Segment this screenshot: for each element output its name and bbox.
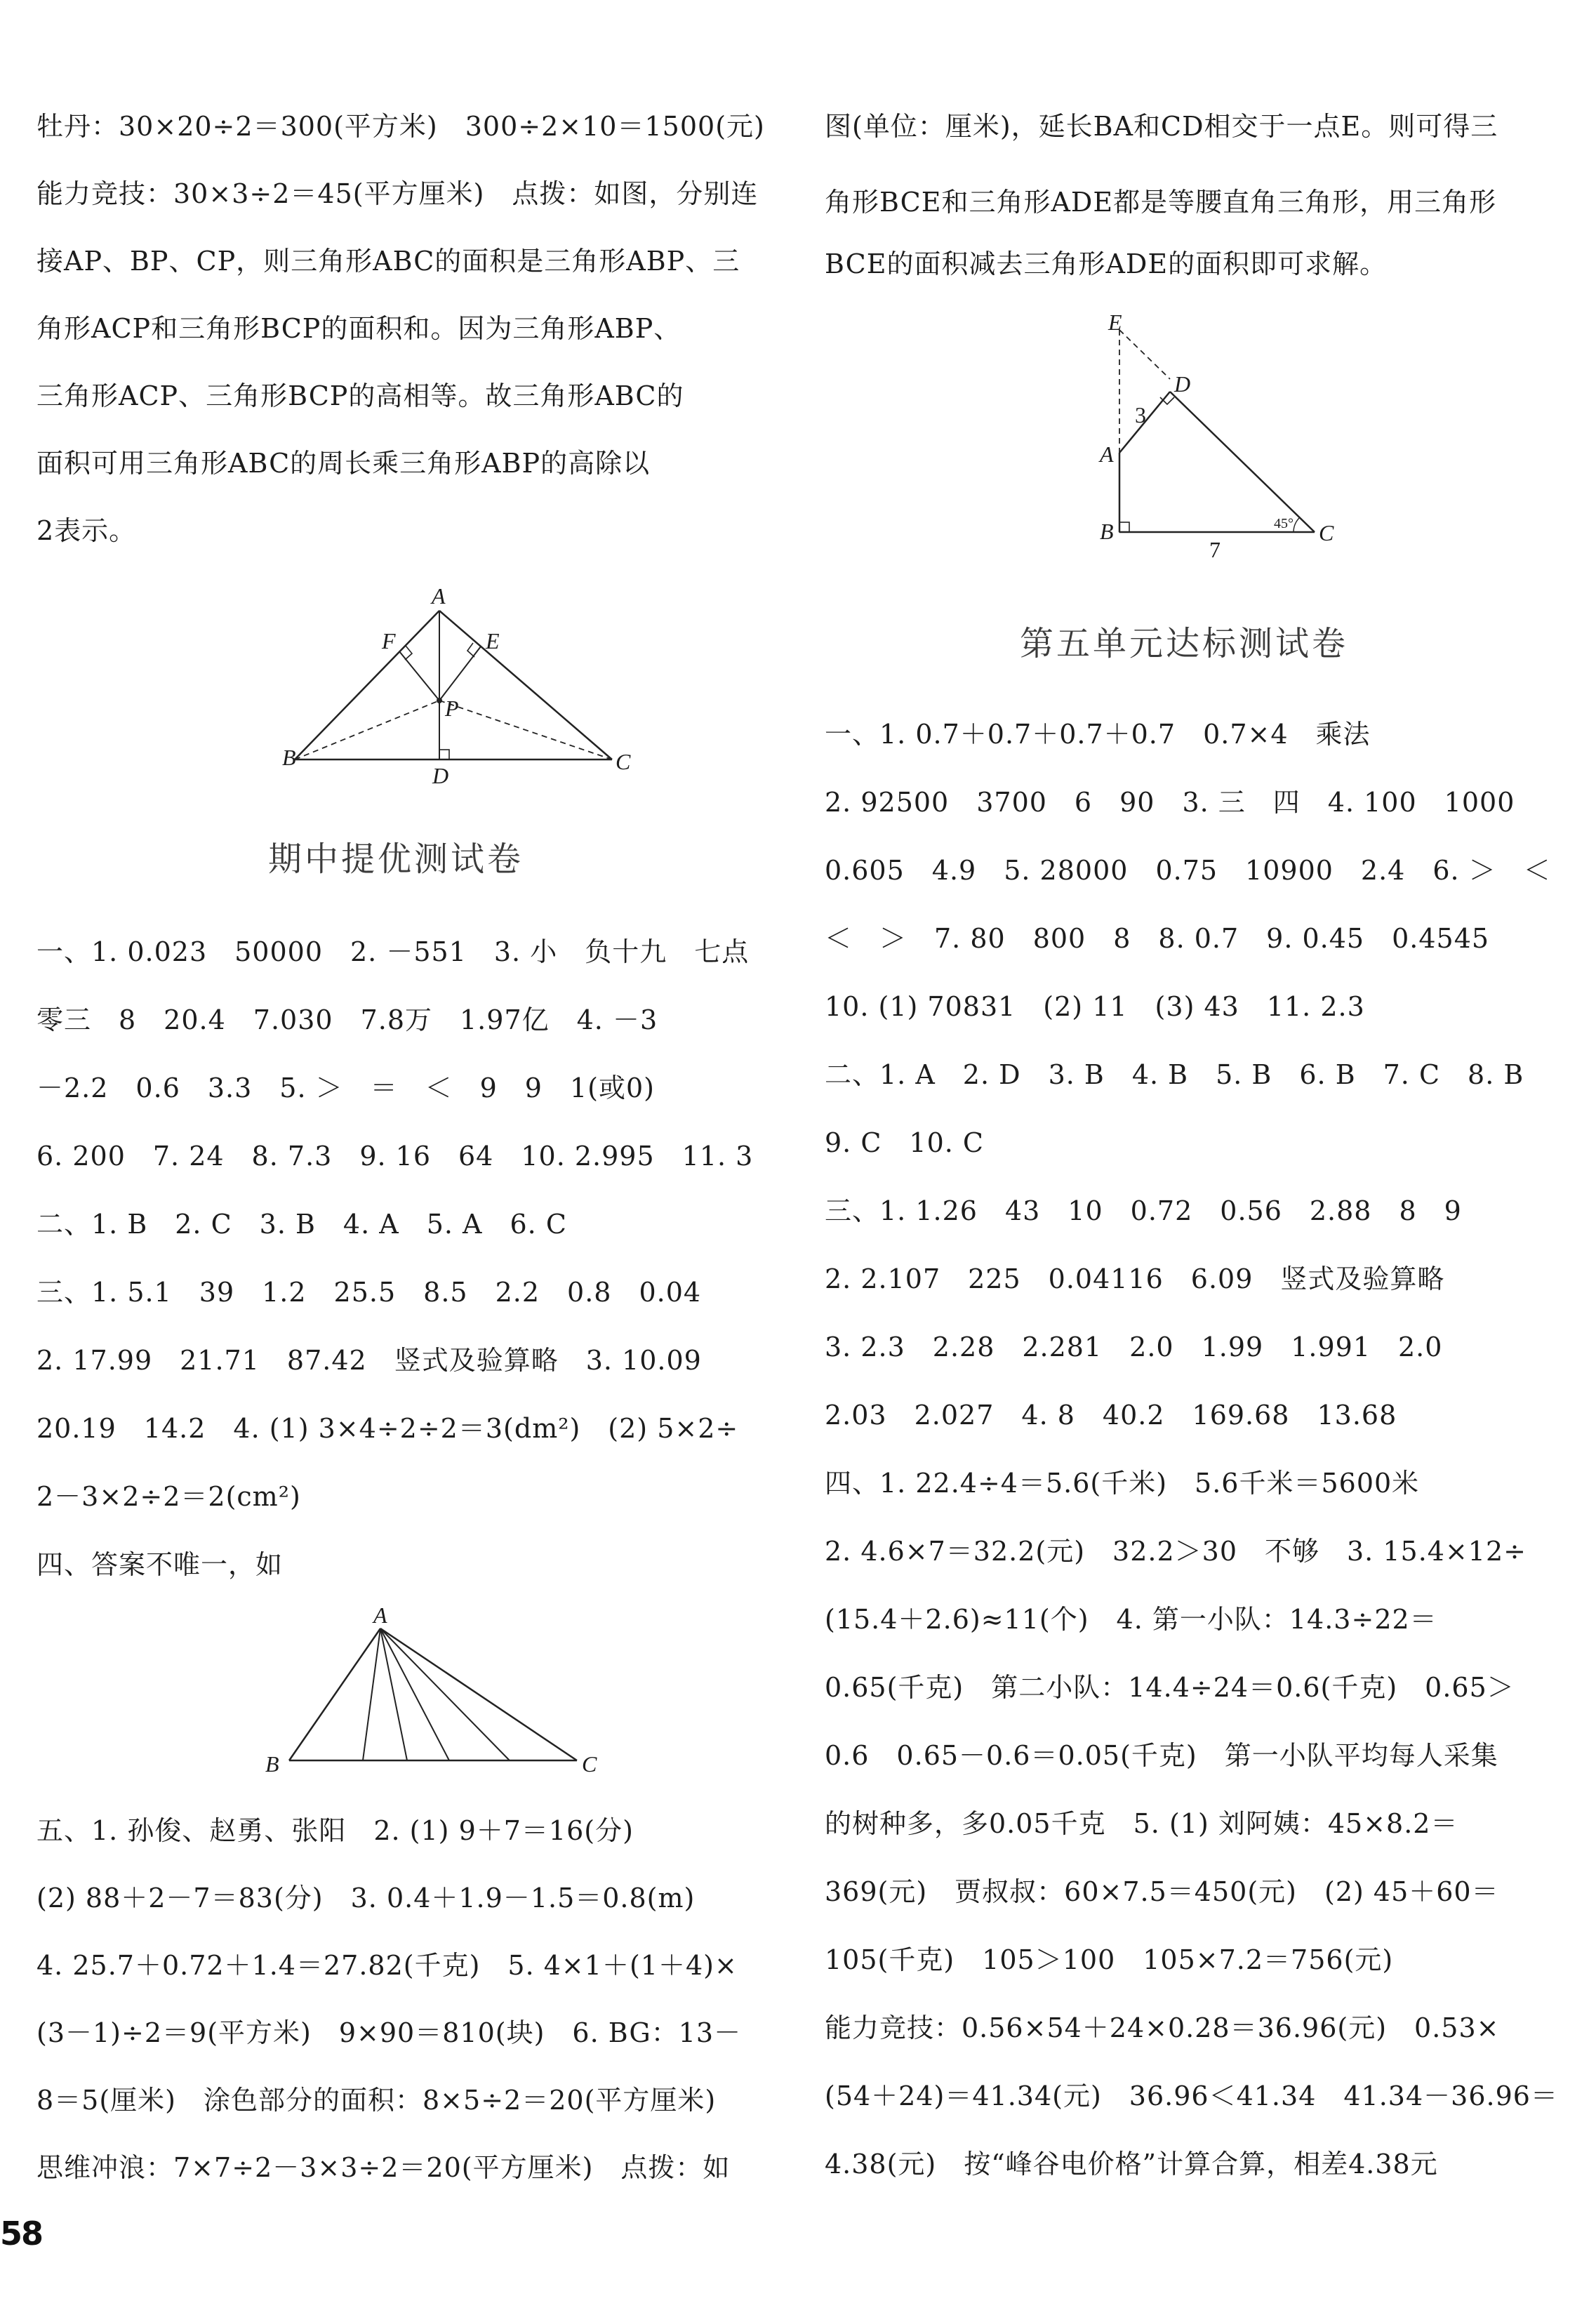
page-number: 58 — [0, 2215, 43, 2253]
answer-line: 2. 92500 3700 6 90 3. 三 四 4. 100 1000 — [825, 787, 1515, 818]
answer-line: 6. 200 7. 24 8. 7.3 9. 16 64 10. 2.995 11. 3 — [36, 1141, 754, 1172]
label-c: C — [616, 749, 631, 774]
answer-line: 0.6 0.65－0.6＝0.05(千克) 第一小队平均每人采集 — [825, 1740, 1498, 1771]
label-b: B — [265, 1751, 279, 1777]
text-line: 牡丹：30×20÷2＝300(平方米) 300÷2×10＝1500(元) — [36, 111, 765, 142]
answer-line: 的树种多，多0.05千克 5. (1) 刘阿姨：45×8.2＝ — [825, 1808, 1458, 1839]
answer-line: 4.38(元) 按“峰谷电价格”计算合算，相差4.38元 — [825, 2149, 1438, 2180]
answer-line: (54＋24)＝41.34(元) 36.96＜41.34 41.34－36.96＝ — [825, 2081, 1558, 2111]
answer-line: 20.19 14.2 4. (1) 3×4÷2÷2＝3(dm²) (2) 5×2÷ — [36, 1413, 739, 1444]
text-line: 角形BCE和三角形ADE都是等腰直角三角形，用三角形 — [825, 187, 1497, 218]
answer-line: ＜ ＞ 7. 80 800 8 8. 0.7 9. 0.45 0.4545 — [825, 923, 1490, 954]
answer-line: 8＝5(厘米) 涂色部分的面积：8×5÷2＝20(平方厘米) — [36, 2085, 717, 2116]
answer-line: (15.4＋2.6)≈11(个) 4. 第一小队：14.3÷22＝ — [825, 1604, 1437, 1635]
label-a: A — [373, 1603, 387, 1628]
answer-line: 五、1. 孙俊、赵勇、张阳 2. (1) 9＋7＝16(分) — [36, 1815, 634, 1846]
label-f: F — [382, 628, 396, 654]
label-c: C — [582, 1751, 597, 1777]
right-triangle-figure — [1056, 309, 1351, 562]
text-line: 角形ACP和三角形BCP的面积和。因为三角形ABP、 — [36, 313, 681, 344]
answer-line: 三、1. 1.26 43 10 0.72 0.56 2.88 8 9 — [825, 1195, 1462, 1226]
answer-line: 二、1. B 2. C 3. B 4. A 5. A 6. C — [36, 1209, 567, 1240]
text-line: BCE的面积减去三角形ADE的面积即可求解。 — [825, 248, 1388, 279]
text-line: 能力竞技：30×3÷2＝45(平方厘米) 点拨：如图，分别连 — [36, 178, 759, 209]
answer-line: 2. 2.107 225 0.04116 6.09 竖式及验算略 — [825, 1263, 1445, 1294]
side-length-bc: 7 — [1209, 537, 1221, 562]
text-line: 图(单位：厘米)，延长BA和CD相交于一点E。则可得三 — [825, 111, 1498, 142]
label-e: E — [1108, 310, 1122, 335]
text-line: 2表示。 — [36, 515, 137, 546]
answer-line: 能力竞技：0.56×54＋24×0.28＝36.96(元) 0.53× — [825, 2012, 1500, 2043]
answer-line: 0.605 4.9 5. 28000 0.75 10900 2.4 6. ＞ ＜ — [825, 855, 1551, 886]
answer-line: 2. 4.6×7＝32.2(元) 32.2＞30 不够 3. 15.4×12÷ — [825, 1536, 1527, 1567]
answer-line: 四、1. 22.4÷4＝5.6(千米) 5.6千米＝5600米 — [825, 1468, 1420, 1499]
section-heading-midterm: 期中提优测试卷 — [268, 840, 524, 879]
label-c: C — [1319, 520, 1334, 545]
answer-line: 思维冲浪：7×7÷2－3×3÷2＝20(平方厘米) 点拨：如 — [36, 2152, 731, 2183]
answer-line: 3. 2.3 2.28 2.281 2.0 1.99 1.991 2.0 — [825, 1332, 1443, 1362]
section-heading-unit5: 第五单元达标测试卷 — [1020, 624, 1349, 663]
label-d: D — [1174, 371, 1191, 397]
answer-line: 2－3×2÷2＝2(cm²) — [36, 1481, 301, 1512]
label-e: E — [486, 628, 500, 654]
answer-line: 369(元) 贾叔叔：60×7.5＝450(元) (2) 45＋60＝ — [825, 1876, 1499, 1907]
answer-line: 2. 17.99 21.71 87.42 竖式及验算略 3. 10.09 — [36, 1345, 702, 1376]
answer-line: 一、1. 0.023 50000 2. －551 3. 小 负十九 七点 — [36, 936, 750, 967]
answer-line: 2.03 2.027 4. 8 40.2 169.68 13.68 — [825, 1400, 1397, 1431]
answer-line: 4. 25.7＋0.72＋1.4＝27.82(千克) 5. 4×1＋(1＋4)× — [36, 1950, 738, 1981]
answer-line: 9. C 10. C — [825, 1127, 984, 1158]
answer-line: 10. (1) 70831 (2) 11 (3) 43 11. 2.3 — [825, 991, 1365, 1022]
triangle-abc-figure — [247, 576, 640, 786]
label-a: A — [432, 583, 446, 609]
label-p: P — [445, 696, 459, 721]
answer-line: 四、答案不唯一，如 — [36, 1549, 284, 1580]
answer-line: －2.2 0.6 3.3 5. ＞ ＝ ＜ 9 9 1(或0) — [36, 1073, 655, 1103]
answer-line: (2) 88＋2－7＝83(分) 3. 0.4＋1.9－1.5＝0.8(m) — [36, 1883, 696, 1913]
label-b: B — [1100, 519, 1114, 544]
answer-line: 二、1. A 2. D 3. B 4. B 5. B 6. B 7. C 8. B — [825, 1059, 1524, 1090]
label-b: B — [282, 745, 296, 770]
label-a: A — [1100, 442, 1114, 467]
label-d: D — [432, 763, 449, 788]
answer-line: 三、1. 5.1 39 1.2 25.5 8.5 2.2 0.8 0.04 — [36, 1277, 702, 1308]
answer-line: (3－1)÷2＝9(平方米) 9×90＝810(块) 6. BG：13－ — [36, 2017, 742, 2048]
text-line: 接AP、BP、CP，则三角形ABC的面积是三角形ABP、三 — [36, 246, 740, 277]
text-line: 面积可用三角形ABC的周长乘三角形ABP的高除以 — [36, 448, 651, 479]
answer-line: 零三 8 20.4 7.030 7.8万 1.97亿 4. －3 — [36, 1004, 658, 1035]
answer-line: 0.65(千克) 第二小队：14.4÷24＝0.6(千克) 0.65＞ — [825, 1672, 1515, 1703]
text-line: 三角形ACP、三角形BCP的高相等。故三角形ABC的 — [36, 380, 684, 411]
angle-c-label: 45° — [1274, 516, 1294, 531]
answer-line: 105(千克) 105＞100 105×7.2＝756(元) — [825, 1944, 1394, 1975]
side-length-ad: 3 — [1135, 402, 1146, 427]
answer-line: 一、1. 0.7＋0.7＋0.7＋0.7 0.7×4 乘法 — [825, 719, 1371, 750]
divided-triangle-figure — [233, 1603, 626, 1783]
